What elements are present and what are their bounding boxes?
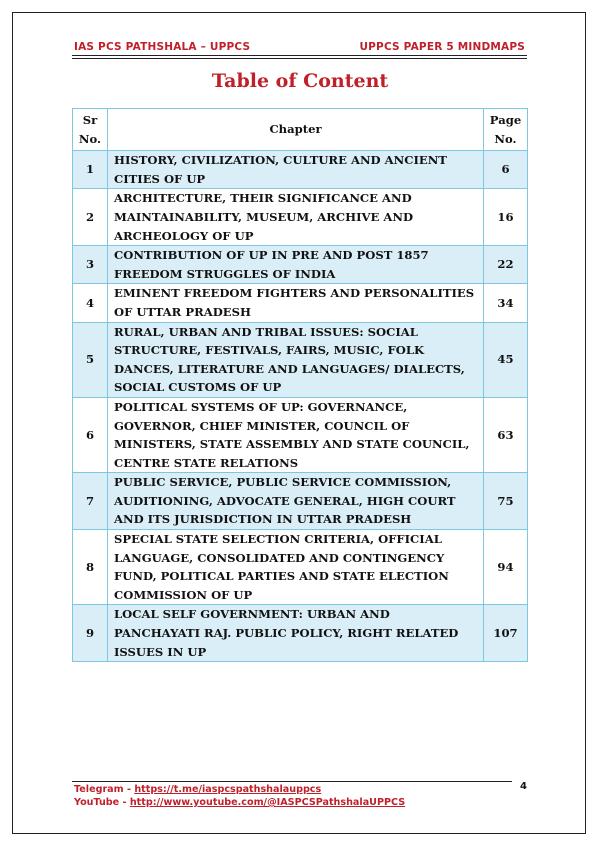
row-chapter: SPECIAL STATE SELECTION CRITERIA, OFFICIAL LANGUAGE, CONSOLIDATED AND CONTINGENCY FUND, POLITICAL PARTIES AND STATE ELECTION COMMISSION OF UP bbox=[108, 530, 484, 605]
telegram-label: Telegram - bbox=[74, 784, 135, 795]
row-sr: 1 bbox=[73, 151, 108, 189]
row-page: 63 bbox=[484, 397, 528, 472]
header-right: UPPCS PAPER 5 MINDMAPS bbox=[359, 41, 525, 53]
row-chapter: PUBLIC SERVICE, PUBLIC SERVICE COMMISSION, AUDITIONING, ADVOCATE GENERAL, HIGH COURT AND ITS JURISDICTION IN UTTAR PRADESH bbox=[108, 473, 484, 530]
row-chapter: HISTORY, CIVILIZATION, CULTURE AND ANCIENT CITIES OF UP bbox=[108, 151, 484, 189]
row-chapter: POLITICAL SYSTEMS OF UP: GOVERNANCE, GOVERNOR, CHIEF MINISTER, COUNCIL OF MINISTERS, STATE ASSEMBLY AND STATE COUNCIL, CENTRE STATE RELATIONS bbox=[108, 397, 484, 472]
table-row bbox=[73, 397, 528, 472]
row-sr: 5 bbox=[73, 322, 108, 397]
table-row bbox=[73, 284, 528, 322]
youtube-link[interactable]: http://www.youtube.com/@IASPCSPathshalaUPPCS bbox=[129, 797, 406, 808]
row-sr: 6 bbox=[73, 397, 108, 472]
table-row bbox=[73, 322, 528, 397]
header-chapter: Chapter bbox=[108, 109, 484, 151]
row-sr: 3 bbox=[73, 246, 108, 284]
row-sr: 8 bbox=[73, 530, 108, 605]
row-page: 16 bbox=[484, 189, 528, 246]
youtube-label: YouTube - bbox=[74, 797, 130, 808]
row-page: 45 bbox=[484, 322, 528, 397]
table-row bbox=[73, 246, 528, 284]
row-page: 107 bbox=[484, 605, 528, 662]
table-of-contents bbox=[72, 108, 528, 662]
table-row bbox=[73, 189, 528, 246]
row-sr: 4 bbox=[73, 284, 108, 322]
row-sr: 7 bbox=[73, 473, 108, 530]
footer-telegram bbox=[74, 784, 321, 795]
header-sr-no: Sr No. bbox=[73, 109, 108, 151]
table-row bbox=[73, 530, 528, 605]
row-sr: 2 bbox=[73, 189, 108, 246]
header-rule bbox=[72, 55, 527, 56]
row-chapter: LOCAL SELF GOVERNMENT: URBAN AND PANCHAYATI RAJ. PUBLIC POLICY, RIGHT RELATED ISSUES IN UP bbox=[108, 605, 484, 662]
table-row bbox=[73, 605, 528, 662]
row-chapter: EMINENT FREEDOM FIGHTERS AND PERSONALITIES OF UTTAR PRADESH bbox=[108, 284, 484, 322]
row-page: 34 bbox=[484, 284, 528, 322]
row-chapter: ARCHITECTURE, THEIR SIGNIFICANCE AND MAINTAINABILITY, MUSEUM, ARCHIVE AND ARCHEOLOGY OF UP bbox=[108, 189, 484, 246]
row-chapter: RURAL, URBAN AND TRIBAL ISSUES: SOCIAL STRUCTURE, FESTIVALS, FAIRS, MUSIC, FOLK DANCES, LITERATURE AND LANGUAGES/ DIALECTS, SOCIAL CUSTOMS OF UP bbox=[108, 322, 484, 397]
header-rule-thin bbox=[72, 58, 527, 59]
header-left: IAS PCS PATHSHALA – UPPCS bbox=[74, 41, 251, 53]
header-page-no: Page No. bbox=[484, 109, 528, 151]
page-title: Table of Content bbox=[211, 70, 389, 92]
page-number: 4 bbox=[520, 781, 527, 792]
row-page: 6 bbox=[484, 151, 528, 189]
telegram-link[interactable]: https://t.me/iaspcspathshalauppcs bbox=[134, 784, 322, 795]
row-sr: 9 bbox=[73, 605, 108, 662]
row-chapter: CONTRIBUTION OF UP IN PRE AND POST 1857 FREEDOM STRUGGLES OF INDIA bbox=[108, 246, 484, 284]
footer-rule bbox=[72, 781, 512, 782]
footer-youtube bbox=[74, 797, 405, 808]
table-row bbox=[73, 473, 528, 530]
table-header-row bbox=[73, 109, 528, 151]
row-page: 22 bbox=[484, 246, 528, 284]
table-row bbox=[73, 151, 528, 189]
row-page: 94 bbox=[484, 530, 528, 605]
row-page: 75 bbox=[484, 473, 528, 530]
